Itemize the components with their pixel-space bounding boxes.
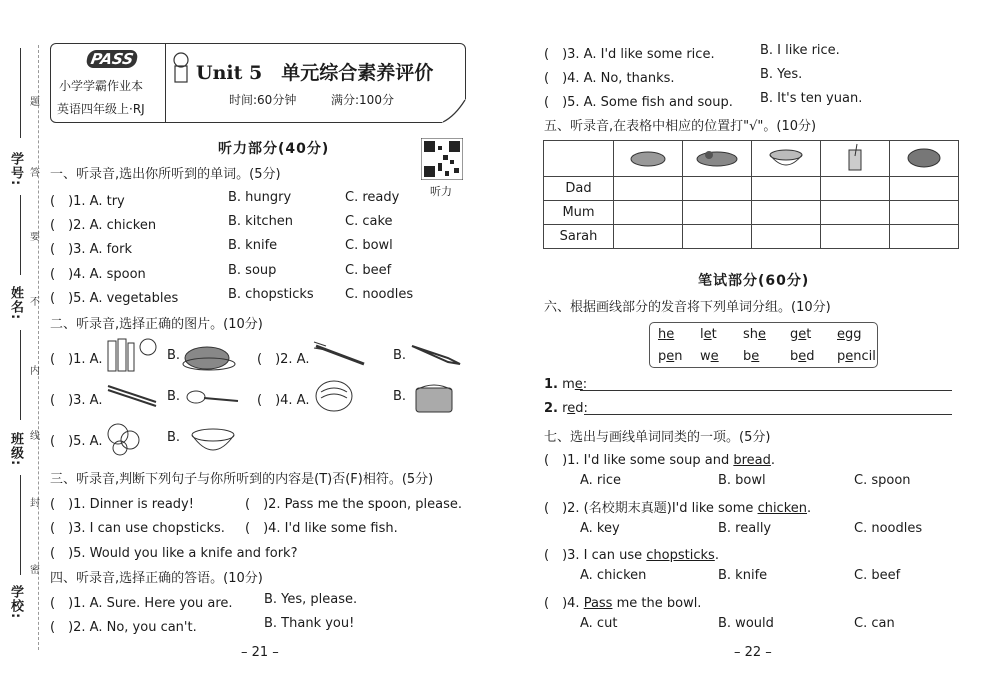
s2-q2: ( )2. A. bbox=[257, 352, 310, 367]
seal-mark: 内 bbox=[30, 366, 40, 377]
s4-q3: ( )3. A. I'd like some rice. bbox=[544, 47, 715, 62]
soup-bowl-picture bbox=[189, 425, 237, 459]
s7-q3-c: C. beef bbox=[854, 568, 901, 583]
s4-q2-b: B. Thank you! bbox=[264, 616, 355, 631]
name-label: 姓名: bbox=[8, 286, 23, 321]
exam-time: 时间:60分钟 bbox=[229, 93, 297, 107]
check-cell[interactable] bbox=[821, 201, 890, 225]
s1-q1-c: C. ready bbox=[345, 190, 400, 205]
section4-title: 四、听录音,选择正确的答语。(10分) bbox=[50, 571, 263, 586]
check-cell[interactable] bbox=[821, 177, 890, 201]
s7-q3-a: A. chicken bbox=[580, 568, 647, 583]
seal-mark: 题 bbox=[30, 97, 40, 108]
section5-title: 五、听录音,在表格中相应的位置打"√"。(10分) bbox=[544, 119, 817, 134]
writing-section-title: 笔试部分(60分) bbox=[698, 273, 810, 289]
table-corner bbox=[544, 141, 614, 177]
s2-q5-b: B. bbox=[167, 430, 181, 445]
s4-q1: ( )1. A. Sure. Here you are. bbox=[50, 596, 233, 611]
s1-q3-b: B. knife bbox=[228, 238, 278, 253]
roast-chicken-picture bbox=[181, 340, 237, 372]
section3-title: 三、听录音,判断下列句子与你所听到的内容是(T)否(F)相符。(5分) bbox=[50, 472, 434, 487]
blank-line bbox=[20, 48, 21, 138]
s3-q3: ( )3. I can use chopsticks. bbox=[50, 521, 225, 536]
s2-q1: ( )1. A. bbox=[50, 352, 103, 367]
s1-q2: ( )2. A. chicken bbox=[50, 218, 157, 233]
binding-line bbox=[38, 45, 39, 650]
meal-plate-icon bbox=[695, 145, 739, 169]
check-cell[interactable] bbox=[683, 177, 752, 201]
group1-label: 1. me: bbox=[544, 377, 588, 392]
s2-q3-b: B. bbox=[167, 389, 181, 404]
unit-header bbox=[50, 43, 466, 123]
noodles-bowl-picture bbox=[313, 378, 355, 414]
bread-picture bbox=[413, 380, 457, 414]
vegetables-basket-picture bbox=[104, 418, 144, 458]
s7-q1-c: C. spoon bbox=[854, 473, 911, 488]
check-cell[interactable] bbox=[614, 225, 683, 249]
food-checklist-table bbox=[543, 140, 959, 249]
series-name: 小学学霸作业本 bbox=[59, 79, 144, 93]
word-we: we bbox=[700, 349, 719, 364]
check-cell[interactable] bbox=[683, 225, 752, 249]
group2-label: 2. red: bbox=[544, 401, 588, 416]
section1-title: 一、听录音,选出你所听到的单词。(5分) bbox=[50, 167, 281, 182]
s2-q5: ( )5. A. bbox=[50, 434, 103, 449]
check-cell[interactable] bbox=[614, 201, 683, 225]
knife-picture bbox=[408, 340, 464, 368]
grade-label: 英语四年级上·RJ bbox=[57, 102, 145, 116]
fish-dish-icon bbox=[628, 145, 668, 169]
page-number-right: – 22 – bbox=[734, 645, 772, 660]
word-bed: bed bbox=[790, 349, 815, 364]
seal-mark: 封 bbox=[30, 498, 40, 509]
section6-title: 六、根据画线部分的发音将下列单词分组。(10分) bbox=[544, 300, 831, 315]
food-cell bbox=[683, 141, 752, 177]
word-egg: egg bbox=[837, 327, 862, 342]
food-cell bbox=[821, 141, 890, 177]
s3-q1: ( )1. Dinner is ready! bbox=[50, 497, 194, 512]
s4-q4: ( )4. A. No, thanks. bbox=[544, 71, 675, 86]
row-label: Dad bbox=[544, 177, 614, 201]
blank-line bbox=[20, 195, 21, 275]
check-cell[interactable] bbox=[752, 225, 821, 249]
chopsticks-picture bbox=[104, 380, 160, 408]
full-score: 满分:100分 bbox=[331, 93, 394, 107]
check-cell[interactable] bbox=[890, 201, 959, 225]
seal-mark: 不 bbox=[30, 297, 40, 308]
s2-q1-b: B. bbox=[167, 348, 181, 363]
class-label: 班级: bbox=[8, 432, 23, 467]
blank-line bbox=[20, 330, 21, 420]
s1-q4-b: B. soup bbox=[228, 263, 277, 278]
s1-q5-c: C. noodles bbox=[345, 287, 414, 302]
s3-q5: ( )5. Would you like a knife and fork? bbox=[50, 546, 298, 561]
s3-q2: ( )2. Pass me the spoon, please. bbox=[245, 497, 463, 512]
fork-picture bbox=[312, 340, 368, 368]
check-cell[interactable] bbox=[890, 225, 959, 249]
blank-line bbox=[20, 475, 21, 575]
s2-q4-b: B. bbox=[393, 389, 407, 404]
spoon-picture bbox=[184, 385, 240, 409]
page-curl-icon bbox=[441, 98, 467, 124]
s4-q5-b: B. It's ten yuan. bbox=[760, 91, 863, 106]
word-she: she bbox=[743, 327, 767, 342]
word-pencil: pencil bbox=[837, 349, 876, 364]
s7-q2-c: C. noodles bbox=[854, 521, 923, 536]
s7-q2: ( )2. (名校期末真题)I'd like some chicken. bbox=[544, 501, 812, 516]
s4-q5: ( )5. A. Some fish and soup. bbox=[544, 95, 733, 110]
check-cell[interactable] bbox=[614, 177, 683, 201]
word-get: get bbox=[790, 327, 812, 342]
check-cell[interactable] bbox=[821, 225, 890, 249]
s2-q4: ( )4. A. bbox=[257, 393, 310, 408]
listening-section-title: 听力部分(40分) bbox=[218, 141, 330, 157]
word-be: be bbox=[743, 349, 760, 364]
roast-chicken-icon bbox=[902, 144, 946, 170]
s3-q4: ( )4. I'd like some fish. bbox=[245, 521, 398, 536]
s7-q4: ( )4. Pass me the bowl. bbox=[544, 596, 702, 611]
s1-q4: ( )4. A. spoon bbox=[50, 267, 146, 282]
unit-title: Unit 5 单元综合素养评价 bbox=[196, 62, 434, 84]
check-cell[interactable] bbox=[890, 177, 959, 201]
section2-title: 二、听录音,选择正确的图片。(10分) bbox=[50, 317, 263, 332]
soup-bowl-icon bbox=[766, 145, 806, 169]
s4-q2: ( )2. A. No, you can't. bbox=[50, 620, 197, 635]
s7-q3: ( )3. I can use chopsticks. bbox=[544, 548, 719, 563]
s4-q3-b: B. I like rice. bbox=[760, 43, 840, 58]
s7-q1-a: A. rice bbox=[580, 473, 622, 488]
seal-mark: 密 bbox=[30, 565, 40, 576]
s7-q1-b: B. bowl bbox=[718, 473, 766, 488]
seal-mark: 线 bbox=[30, 431, 40, 442]
food-cell bbox=[752, 141, 821, 177]
s1-q3-c: C. bowl bbox=[345, 238, 393, 253]
food-cell bbox=[614, 141, 683, 177]
s1-q2-c: C. cake bbox=[345, 214, 393, 229]
s1-q5: ( )5. A. vegetables bbox=[50, 291, 179, 306]
s7-q4-a: A. cut bbox=[580, 616, 618, 631]
food-cell bbox=[890, 141, 959, 177]
student-id-label: 学号: bbox=[8, 152, 23, 187]
s7-q4-c: C. can bbox=[854, 616, 895, 631]
check-cell[interactable] bbox=[752, 177, 821, 201]
section7-title: 七、选出与画线单词同类的一项。(5分) bbox=[544, 430, 771, 445]
word-pen: pen bbox=[658, 349, 683, 364]
s7-q2-b: B. really bbox=[718, 521, 772, 536]
seal-mark: 要 bbox=[30, 232, 40, 243]
s2-q3: ( )3. A. bbox=[50, 393, 103, 408]
check-cell[interactable] bbox=[752, 201, 821, 225]
page-number-left: – 21 – bbox=[241, 645, 279, 660]
brand-logo: PASS bbox=[85, 50, 138, 68]
qr-label: 听力 bbox=[430, 185, 452, 198]
s7-q4-b: B. would bbox=[718, 616, 774, 631]
group1-answer-line[interactable] bbox=[580, 390, 952, 391]
group2-answer-line[interactable] bbox=[584, 414, 952, 415]
chef-mascot-icon bbox=[168, 50, 194, 88]
vegetables-picture bbox=[104, 335, 158, 375]
s2-q2-b: B. bbox=[393, 348, 407, 363]
row-label: Sarah bbox=[544, 225, 614, 249]
s1-q4-c: C. beef bbox=[345, 263, 392, 278]
word-box bbox=[649, 322, 878, 368]
s1-q2-b: B. kitchen bbox=[228, 214, 294, 229]
s7-q2-a: A. key bbox=[580, 521, 620, 536]
s1-q1: ( )1. A. try bbox=[50, 194, 125, 209]
seal-mark: 答 bbox=[30, 168, 40, 179]
juice-glass-icon bbox=[843, 142, 867, 172]
check-cell[interactable] bbox=[683, 201, 752, 225]
qr-code-icon[interactable] bbox=[421, 138, 463, 180]
s4-q4-b: B. Yes. bbox=[760, 67, 803, 82]
s1-q5-b: B. chopsticks bbox=[228, 287, 314, 302]
row-label: Mum bbox=[544, 201, 614, 225]
word-he: he bbox=[658, 327, 675, 342]
s7-q3-b: B. knife bbox=[718, 568, 768, 583]
s1-q3: ( )3. A. fork bbox=[50, 242, 133, 257]
s7-q1: ( )1. I'd like some soup and bread. bbox=[544, 453, 776, 468]
school-label: 学校: bbox=[8, 585, 23, 620]
s4-q1-b: B. Yes, please. bbox=[264, 592, 358, 607]
s1-q1-b: B. hungry bbox=[228, 190, 292, 205]
word-let: let bbox=[700, 327, 717, 342]
series-panel bbox=[51, 44, 166, 122]
